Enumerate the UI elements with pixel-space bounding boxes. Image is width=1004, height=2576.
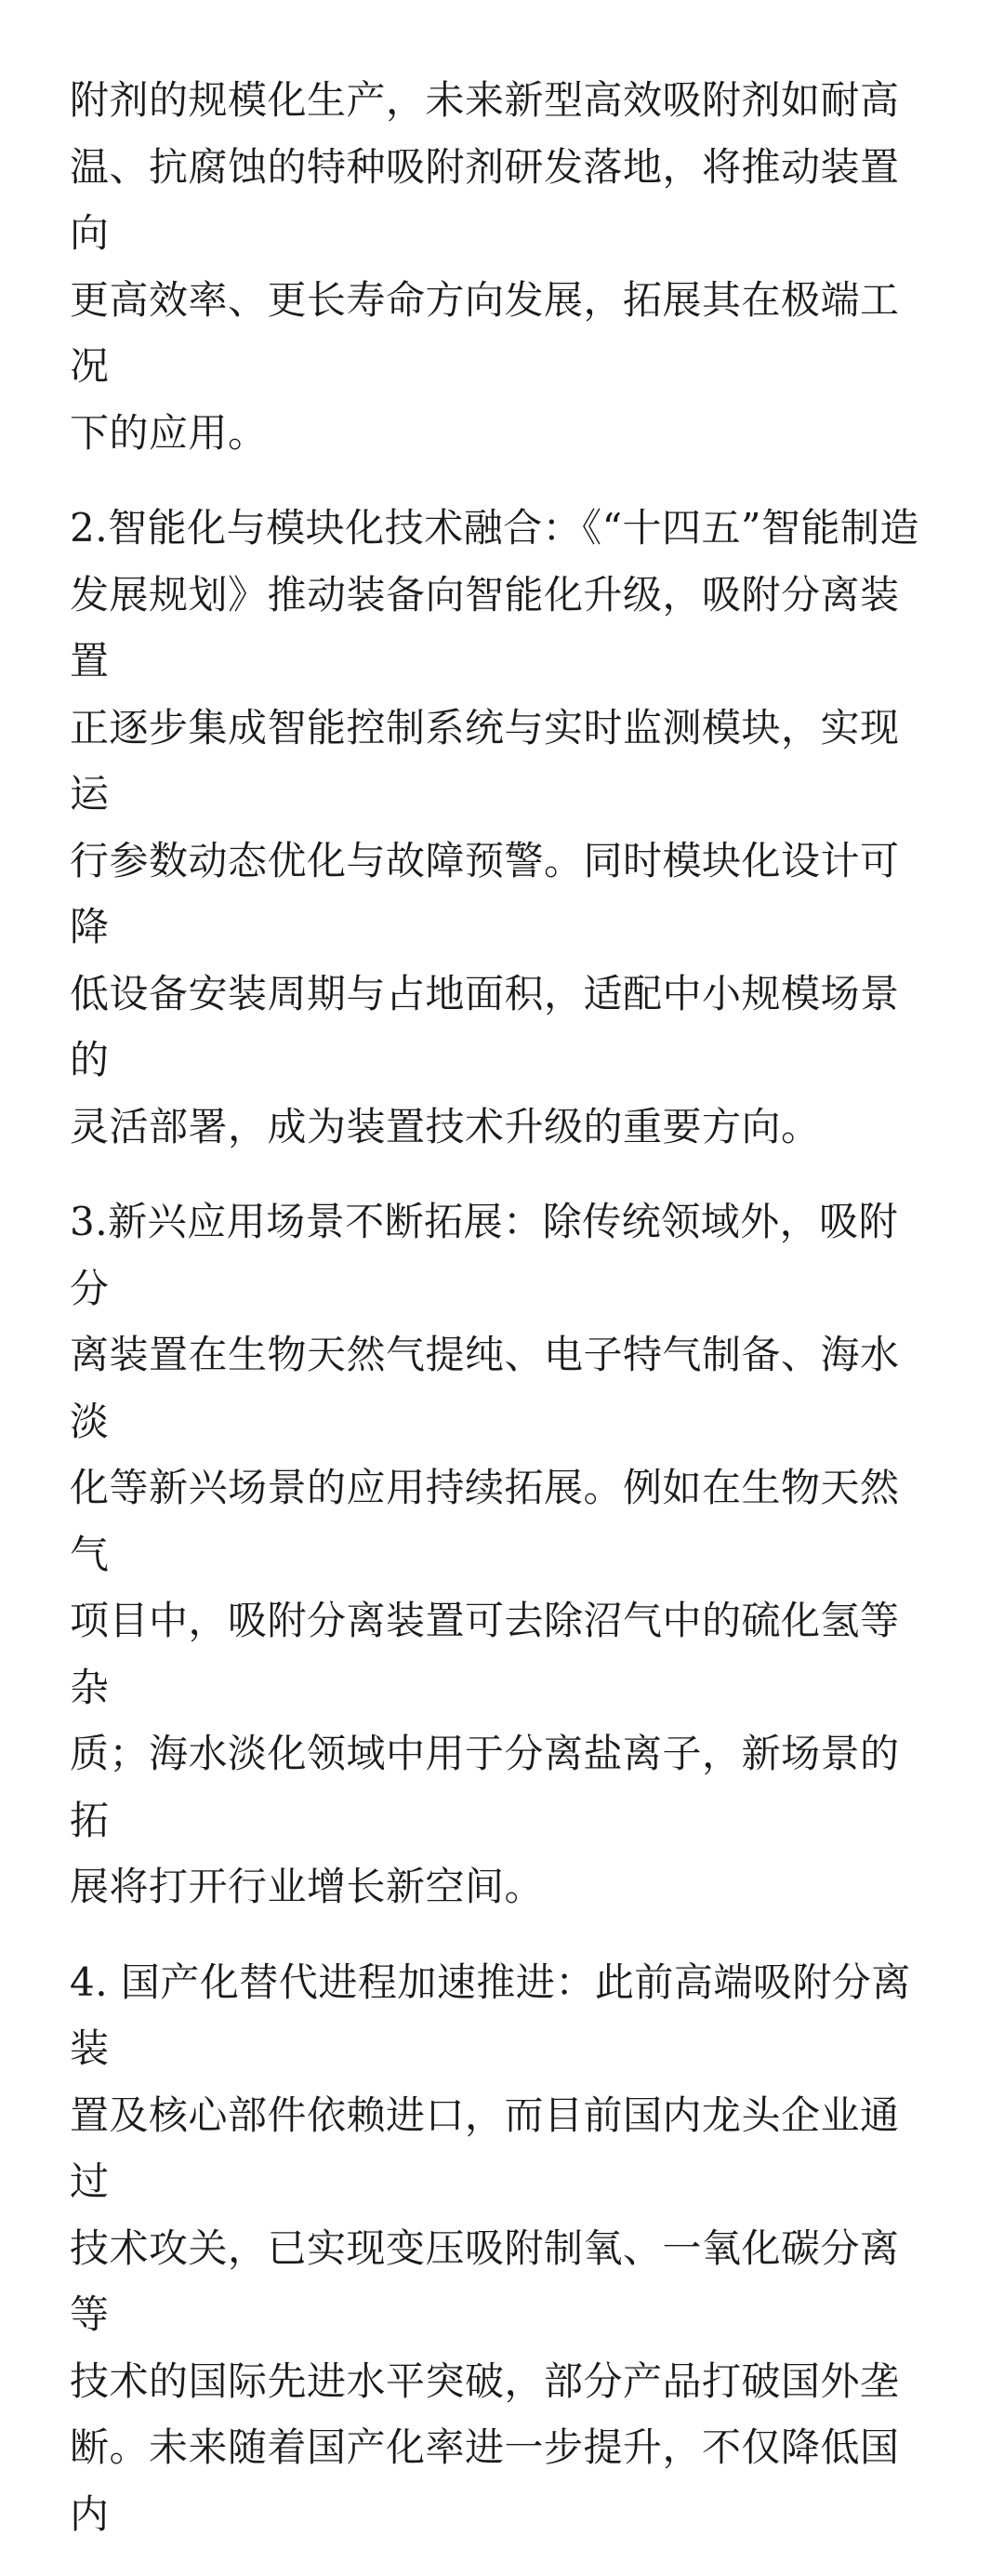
text-line: 技术的国际先进水平突破，部分产品打破国外垄 [70, 2357, 900, 2404]
text-line: 低设备安装周期与占地面积，适配中小规模场景的 [70, 970, 900, 1082]
text-line: 项目中，吸附分离装置可去除沼气中的硫化氢等杂 [70, 1598, 900, 1710]
text-line: 3.新兴应用场景不断拓展：除传统领域外，吸附分 [70, 1199, 899, 1311]
paragraph-adsorbent-outlook [70, 67, 934, 466]
paragraph-new-applications [70, 1188, 934, 1920]
text-line: 正逐步集成智能控制系统与实时监测模块，实现运 [70, 704, 900, 817]
text-line: 技术攻关，已实现变压吸附制氧、一氧化碳分离等 [70, 2224, 900, 2337]
text-line: 化等新兴场景的应用持续拓展。例如在生物天然气 [70, 1465, 900, 1577]
text-line: 4. 国产化替代进程加速推进：此前高端吸附分离装 [70, 1959, 911, 2071]
text-line: 离装置在生物天然气提纯、电子特气制备、海水淡 [70, 1332, 900, 1444]
article-body [70, 67, 934, 2576]
text-line: 发展规划》推动装备向智能化升级，吸附分离装置 [70, 571, 900, 684]
text-line: 更高效率、更长寿命方向发展，拓展其在极端工况 [70, 276, 900, 389]
text-line: 2.智能化与模块化技术融合：《“十四五”智能制造 [70, 505, 920, 551]
paragraph-intelligent-modular [70, 495, 934, 1160]
text-line: 质；海水淡化领域中用于分离盐离子，新场景的拓 [70, 1731, 900, 1843]
text-line: 灵活部署，成为装置技术升级的重要方向。 [70, 1103, 821, 1149]
text-line: 附剂的规模化生产，未来新型高效吸附剂如耐高 [70, 77, 900, 123]
text-line: 行参数动态优化与故障预警。同时模块化设计可降 [70, 837, 900, 949]
paragraph-localization [70, 1949, 934, 2548]
text-line: 下的应用。 [70, 409, 268, 456]
text-line: 断。未来随着国产化率进一步提升，不仅降低国内 [70, 2424, 900, 2537]
text-line: 置及核心部件依赖进口，而目前国内龙头企业通过 [70, 2091, 900, 2204]
text-line: 温、抗腐蚀的特种吸附剂研发落地，将推动装置向 [70, 143, 900, 256]
text-line: 展将打开行业增长新空间。 [70, 1864, 545, 1909]
